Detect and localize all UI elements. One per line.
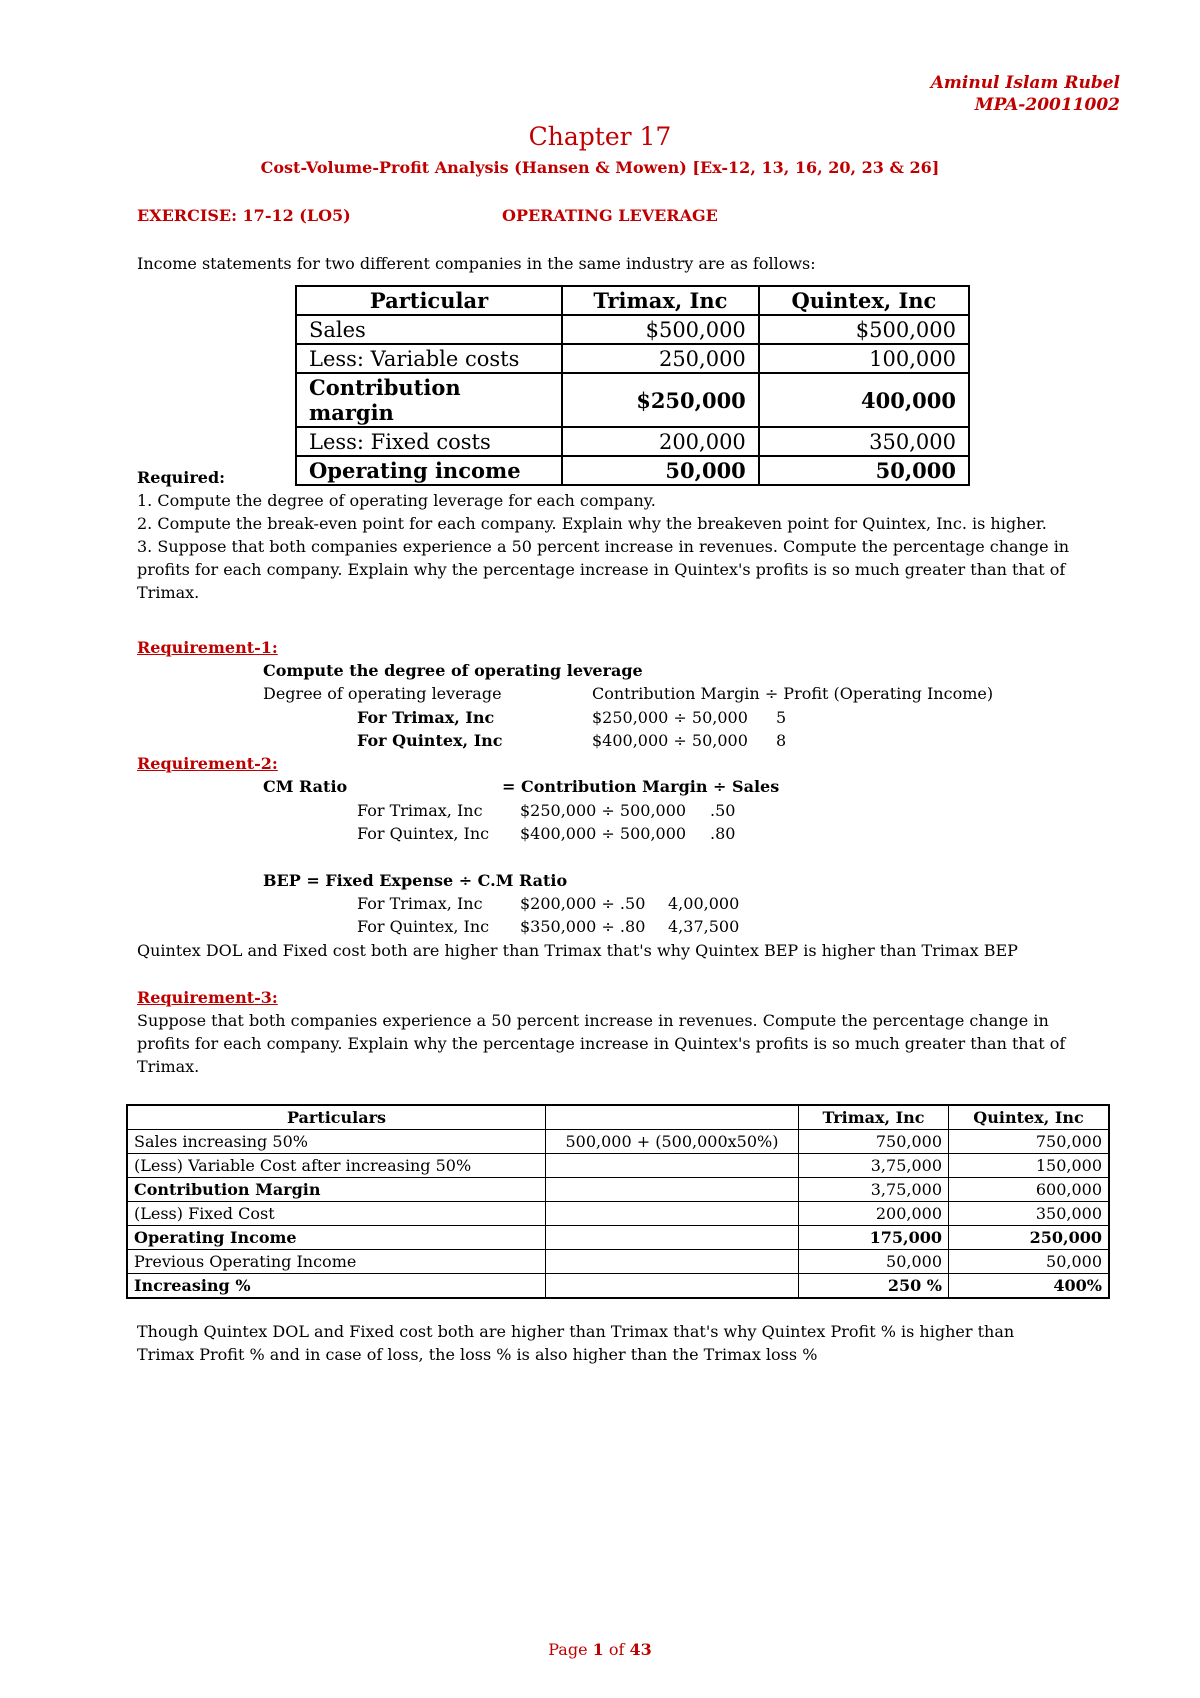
column-header: Particulars xyxy=(127,1105,546,1130)
column-header: Trimax, Inc xyxy=(799,1105,949,1130)
row-label: Increasing % xyxy=(127,1274,546,1299)
req3-line: Trimax. xyxy=(137,1057,200,1076)
bep-row-result: 4,00,000 xyxy=(668,894,740,913)
closing-line: Trimax Profit % and in case of loss, the loss % is also higher than the Trimax loss % xyxy=(137,1345,818,1364)
cm-row-result: .50 xyxy=(710,801,736,820)
cm-row-label: For Trimax, Inc xyxy=(357,801,483,820)
bep-row-calc: $200,000 ÷ .50 xyxy=(520,894,646,913)
trimax-value: 175,000 xyxy=(799,1226,949,1250)
closing-line: Though Quintex DOL and Fixed cost both are higher than Trimax that's why Quintex Profit % is higher than xyxy=(137,1322,1015,1341)
quintex-value: 50,000 xyxy=(949,1250,1110,1274)
author-block xyxy=(931,72,1120,116)
income-statement-table xyxy=(295,285,970,486)
required-item: 2. Compute the break-even point for each company. Explain why the breakeven point for Quintex, Inc. is higher. xyxy=(137,514,1047,533)
req1-row-calc: $250,000 ÷ 50,000 xyxy=(592,708,748,727)
required-item: 1. Compute the degree of operating leverage for each company. xyxy=(137,491,656,510)
page-number: 1 xyxy=(592,1640,604,1659)
quintex-value: 150,000 xyxy=(949,1154,1110,1178)
quintex-value: 600,000 xyxy=(949,1178,1110,1202)
intro-text: Income statements for two different companies in the same industry are as follows: xyxy=(137,254,816,273)
row-note xyxy=(546,1154,799,1178)
cm-ratio-label: CM Ratio xyxy=(263,777,348,796)
row-label: (Less) Fixed Cost xyxy=(127,1202,546,1226)
row-label: Operating Income xyxy=(127,1226,546,1250)
required-section xyxy=(137,466,1069,604)
row-note xyxy=(546,1274,799,1299)
page-footer xyxy=(0,1640,1200,1659)
table-row xyxy=(127,1226,1109,1250)
trimax-value: 250,000 xyxy=(562,344,759,373)
column-header xyxy=(546,1105,799,1130)
row-label: Contribution margin xyxy=(296,373,562,427)
footer-prefix: Page xyxy=(548,1640,593,1659)
trimax-value: 50,000 xyxy=(799,1250,949,1274)
trimax-value: $250,000 xyxy=(562,373,759,427)
row-note: 500,000 + (500,000x50%) xyxy=(546,1130,799,1154)
required-title: Required: xyxy=(137,468,226,487)
cm-ratio-formula: = Contribution Margin ÷ Sales xyxy=(502,777,780,796)
cm-row-calc: $400,000 ÷ 500,000 xyxy=(520,824,687,843)
row-label: Sales increasing 50% xyxy=(127,1130,546,1154)
cm-row-result: .80 xyxy=(710,824,736,843)
column-header: Quintex, Inc xyxy=(759,286,969,315)
trimax-value: 3,75,000 xyxy=(799,1154,949,1178)
quintex-value: 750,000 xyxy=(949,1130,1110,1154)
cm-row-label: For Quintex, Inc xyxy=(357,824,490,843)
table-row xyxy=(127,1178,1109,1202)
table-row xyxy=(127,1250,1109,1274)
quintex-value: 350,000 xyxy=(949,1202,1110,1226)
revenue-increase-table xyxy=(126,1104,1110,1299)
chapter-subtitle: Cost-Volume-Profit Analysis (Hansen & Mowen) [Ex-12, 13, 16, 20, 23 & 26] xyxy=(260,158,940,177)
quintex-value: 50,000 xyxy=(759,456,969,485)
req3-title: Requirement-3: xyxy=(137,988,278,1007)
trimax-value: 250 % xyxy=(799,1274,949,1299)
req2-title: Requirement-2: xyxy=(137,754,278,773)
trimax-value: 50,000 xyxy=(562,456,759,485)
author-id: MPA-20011002 xyxy=(974,95,1120,116)
chapter-title: Chapter 17 xyxy=(528,122,672,151)
req1-row-calc: $400,000 ÷ 50,000 xyxy=(592,731,748,750)
req1-formula-label: Degree of operating leverage xyxy=(263,684,502,703)
quintex-value: $500,000 xyxy=(759,315,969,344)
required-item: 3. Suppose that both companies experience a 50 percent increase in revenues. Compute the percentage change in xyxy=(137,537,1070,556)
row-note xyxy=(546,1226,799,1250)
row-label: Contribution Margin xyxy=(127,1178,546,1202)
footer-mid: of xyxy=(603,1640,630,1659)
closing-text xyxy=(137,1320,1014,1366)
trimax-value: 750,000 xyxy=(799,1130,949,1154)
req1-heading: Compute the degree of operating leverage xyxy=(263,661,643,680)
row-label: (Less) Variable Cost after increasing 50% xyxy=(127,1154,546,1178)
row-note xyxy=(546,1202,799,1226)
column-header: Particular xyxy=(296,286,562,315)
column-header: Quintex, Inc xyxy=(949,1105,1110,1130)
req1-row-result: 5 xyxy=(776,708,787,727)
bep-row-label: For Trimax, Inc xyxy=(357,894,483,913)
row-label: Operating income xyxy=(296,456,562,485)
page-total: 43 xyxy=(629,1640,652,1659)
req2-conclusion: Quintex DOL and Fixed cost both are higher than Trimax that's why Quintex BEP is higher than Trimax BEP xyxy=(137,941,1018,960)
trimax-value: $500,000 xyxy=(562,315,759,344)
quintex-value: 400% xyxy=(949,1274,1110,1299)
row-note xyxy=(546,1178,799,1202)
table-row xyxy=(127,1202,1109,1226)
req1-row-label: For Quintex, Inc xyxy=(357,731,503,750)
req3-line: Suppose that both companies experience a 50 percent increase in revenues. Compute the percentage change in xyxy=(137,1011,1049,1030)
table-row xyxy=(296,427,969,456)
exercise-label: EXERCISE: 17-12 (LO5) xyxy=(137,206,351,225)
trimax-value: 3,75,000 xyxy=(799,1178,949,1202)
quintex-value: 350,000 xyxy=(759,427,969,456)
table-row xyxy=(296,373,969,427)
quintex-value: 100,000 xyxy=(759,344,969,373)
table-row xyxy=(127,1154,1109,1178)
trimax-value: 200,000 xyxy=(562,427,759,456)
row-note xyxy=(546,1250,799,1274)
quintex-value: 400,000 xyxy=(759,373,969,427)
req1-formula: Contribution Margin ÷ Profit (Operating Income) xyxy=(592,684,994,703)
req3-line: profits for each company. Explain why the percentage increase in Quintex's profits is so much greater than that of xyxy=(137,1034,1066,1053)
column-header: Trimax, Inc xyxy=(562,286,759,315)
table-row xyxy=(296,344,969,373)
bep-row-result: 4,37,500 xyxy=(668,917,740,936)
req1-title: Requirement-1: xyxy=(137,638,278,657)
table-header-row xyxy=(296,286,969,315)
req1-row-label: For Trimax, Inc xyxy=(357,708,495,727)
author-name: Aminul Islam Rubel xyxy=(930,73,1120,93)
quintex-value: 250,000 xyxy=(949,1226,1110,1250)
row-label: Less: Fixed costs xyxy=(296,427,562,456)
bep-heading: BEP = Fixed Expense ÷ C.M Ratio xyxy=(263,871,568,890)
table-row xyxy=(127,1274,1109,1299)
bep-row-calc: $350,000 ÷ .80 xyxy=(520,917,646,936)
req3-text xyxy=(137,1009,1117,1078)
required-item: profits for each company. Explain why the percentage increase in Quintex's profits is so much greater than that of xyxy=(137,560,1066,579)
trimax-value: 200,000 xyxy=(799,1202,949,1226)
row-label: Sales xyxy=(296,315,562,344)
req1-row-result: 8 xyxy=(776,731,787,750)
row-label: Previous Operating Income xyxy=(127,1250,546,1274)
exercise-topic: OPERATING LEVERAGE xyxy=(502,206,718,225)
table-row xyxy=(296,315,969,344)
bep-row-label: For Quintex, Inc xyxy=(357,917,490,936)
row-label: Less: Variable costs xyxy=(296,344,562,373)
cm-row-calc: $250,000 ÷ 500,000 xyxy=(520,801,687,820)
table-header-row xyxy=(127,1105,1109,1130)
table-row xyxy=(127,1130,1109,1154)
required-item: Trimax. xyxy=(137,583,200,602)
